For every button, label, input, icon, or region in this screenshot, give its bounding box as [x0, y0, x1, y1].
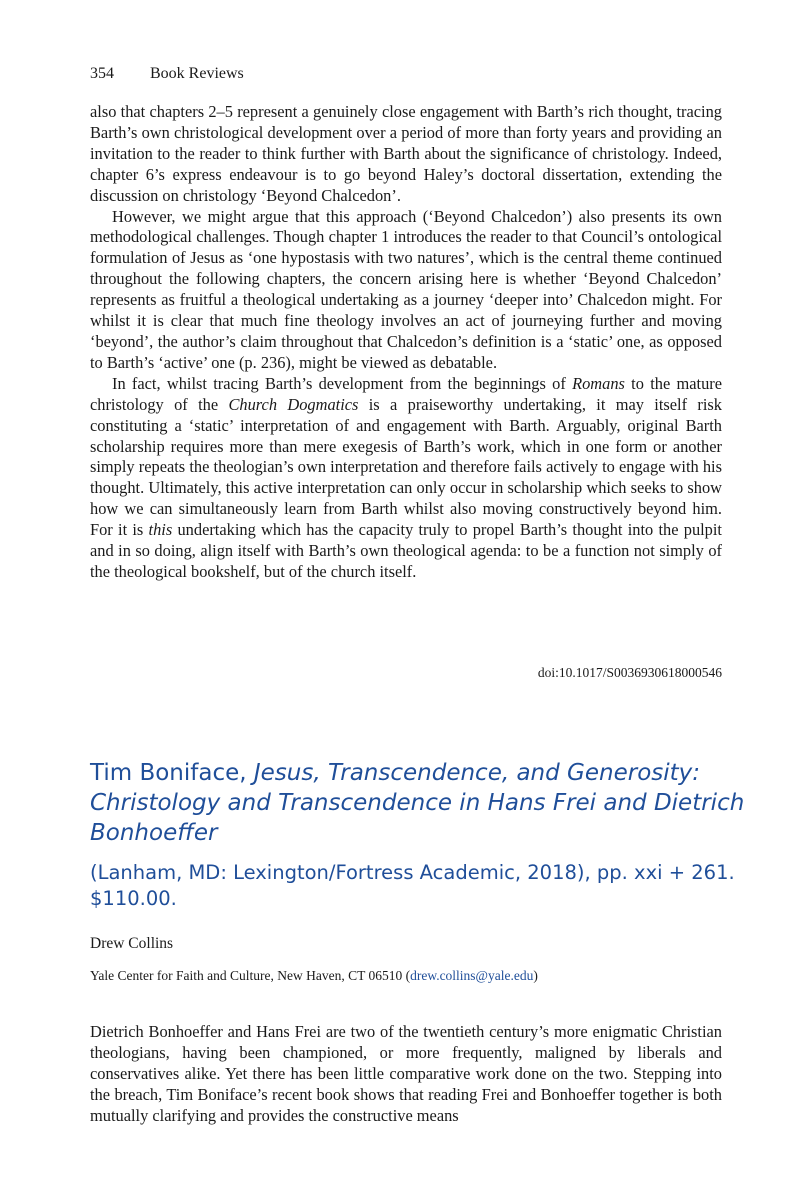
text-run: also that chapters 2–5 represent a genuinely close engagement with Barth’s rich thought, tracing Barth’s own christological development over a period of more than forty years and providing an invitation to the reader to think further with Barth about the significance of christology. Indeed, chapter 6’s express endeavour is to go beyond Haley’s doctoral dissertation, extending the discussion on christology ‘Beyond Chalcedon’. [90, 102, 722, 205]
italic-text: this [148, 520, 173, 540]
reviewer-affiliation [90, 967, 538, 985]
paragraph: Dietrich Bonhoeffer and Hans Frei are two of the twentieth century’s more enigmatic Christian theologians, having been championed, or more frequently, maligned by liberals and conservatives alike. Yet there has been little comparative work done on the two. Stepping into the breach, Tim Boniface’s recent book shows that reading Frei and Bonhoeffer together is both mutually clarifying and provides the constructive means [90, 1022, 722, 1125]
text-run: However, we might argue that this approach (‘Beyond Chalcedon’) also presents its own methodological challenges. Though chapter 1 introduces the reader to that Council’s ontological formulation of Jesus as ‘one hypostasis with two natures’, which is the central theme continued throughout the following chapters, the concern arising here is whether ‘Beyond Chalcedon’ represents as fruitful a theological undertaking as a journey ‘deeper into’ Chalcedon might. For whilst it is clear that much fine theology involves an act of journeying further and moving ‘beyond’, the author’s claim throughout that Chalcedon’s definition is a ‘static’ one, as opposed to Barth’s ‘active’ one (p. 236), might be viewed as debatable. [90, 206, 722, 372]
italic-text: Romans [572, 373, 625, 393]
page-number: 354 [90, 65, 114, 82]
paragraph [90, 102, 722, 207]
running-header [90, 64, 244, 84]
review-body-continued [90, 102, 722, 583]
text-run: undertaking which has the capacity truly to propel Barth’s thought into the pulpit and in so doing, align itself with Barth’s own theological agenda: to be a function not simply of the theological bookshelf, but of the church itself. [90, 520, 722, 581]
review-heading [90, 758, 750, 848]
paragraph [90, 207, 722, 374]
text-run: is a praiseworthy undertaking, it may itself risk constituting a ‘static’ interpretation of and engagement with Barth. Arguably, original Barth scholarship requires more than mere exegesis of Barth’s work, which in one form or another simply repeats the theologian’s own interpretation and therefore fails actively to engage with his thought. Ultimately, this active interpretation can only occur in scholarship which seeks to show how we can simultaneously learn from Barth whilst also moving constructively beyond him. For it is [90, 394, 722, 540]
text-run: to the mature christology of the [90, 373, 722, 414]
book-title: Jesus, Transcendence, and Generosity: Christology and Transcendence in Hans Frei and Dietrich Bonhoeffer [90, 760, 745, 846]
affiliation-text: Yale Center for Faith and Culture, New Haven, CT 06510 ( [90, 968, 411, 983]
review-paragraphs [90, 102, 722, 583]
reviewer-name: Drew Collins [90, 935, 174, 952]
paragraph [90, 374, 722, 583]
review-body [90, 1022, 722, 1127]
publication-details: (Lanham, MD: Lexington/Fortress Academic, 2018), pp. xxi + 261. $110.00. [90, 861, 735, 910]
italic-text: Church Dogmatics [228, 394, 359, 414]
email-link[interactable]: drew.collins@yale.edu [410, 968, 534, 983]
text-run: In fact, whilst tracing Barth’s development from the beginnings of [112, 373, 573, 393]
book-author: Tim Boniface, [90, 760, 254, 786]
section-title: Book Reviews [150, 65, 244, 82]
affiliation-close: ) [533, 968, 538, 983]
doi: doi:10.1017/S0036930618000546 [537, 665, 722, 680]
